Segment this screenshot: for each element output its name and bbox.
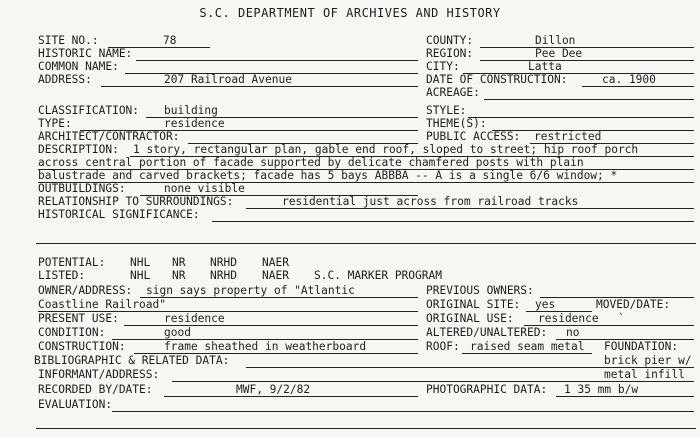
evaluation-line bbox=[112, 411, 694, 412]
historical-significance-line bbox=[212, 221, 694, 222]
type-value: residence bbox=[164, 117, 225, 130]
address-label: ADDRESS: bbox=[38, 73, 92, 86]
date-of-construction-value: ca. 1900 bbox=[602, 73, 656, 86]
date-of-construction-line bbox=[582, 86, 694, 87]
listed-label: LISTED: bbox=[38, 269, 86, 282]
address-value: 207 Railroad Avenue bbox=[164, 73, 292, 86]
foundation-value-1: brick pier w/ bbox=[604, 354, 692, 367]
common-name-label: COMMON NAME: bbox=[38, 60, 119, 73]
sc-marker-program: S.C. MARKER PROGRAM bbox=[314, 269, 442, 282]
relationship-label: RELATIONSHIP TO SURROUNDINGS: bbox=[38, 195, 234, 208]
county-line bbox=[480, 47, 694, 48]
city-label: CITY: bbox=[426, 60, 460, 73]
description-line-1: 1 story, rectangular plan, gable end roof, sloped to street; hip roof porch bbox=[133, 143, 639, 156]
potential-nrhd: NRHD bbox=[210, 256, 237, 269]
style-line bbox=[468, 117, 694, 118]
historic-name-label: HISTORIC NAME: bbox=[38, 47, 133, 60]
owner-value-2: Coastline Railroad" bbox=[38, 298, 166, 311]
listed-nhl: NHL bbox=[130, 269, 151, 282]
section-divider-2 bbox=[36, 428, 696, 429]
moved-date-label: MOVED/DATE: bbox=[596, 298, 671, 311]
original-site-value: yes bbox=[535, 298, 556, 311]
present-use-label: PRESENT USE: bbox=[38, 312, 119, 325]
relationship-value: residential just across from railroad tracks bbox=[282, 195, 579, 208]
public-access-label: PUBLIC ACCESS: bbox=[426, 130, 521, 143]
original-use-mark: ` bbox=[618, 312, 625, 325]
original-use-label: ORIGINAL USE: bbox=[426, 312, 514, 325]
listed-nrhd: NRHD bbox=[210, 269, 237, 282]
bibliographic-line bbox=[246, 367, 596, 368]
themes-label: THEME(S): bbox=[426, 117, 487, 130]
section-divider-1 bbox=[36, 243, 696, 244]
informant-label: INFORMANT/ADDRESS: bbox=[38, 368, 160, 381]
potential-naer: NAER bbox=[262, 256, 289, 269]
photographic-line bbox=[556, 396, 694, 397]
description-line-3: balustrade and carved brackets; facade has 5 bays ABBBA -- A is a single 6/6 window; * bbox=[38, 169, 618, 182]
potential-nr: NR bbox=[172, 256, 186, 269]
potential-nhl: NHL bbox=[130, 256, 151, 269]
condition-value: good bbox=[164, 326, 191, 339]
recorded-by-label: RECORDED BY/DATE: bbox=[38, 383, 153, 396]
potential-label: POTENTIAL: bbox=[38, 256, 106, 269]
original-use-value: residence bbox=[538, 312, 599, 325]
description-line-2: across central portion of facade supported by delicate chamfered posts with plain bbox=[38, 156, 584, 169]
informant-line bbox=[172, 381, 596, 382]
outbuildings-label: OUTBUILDINGS: bbox=[38, 182, 126, 195]
city-value: Latta bbox=[528, 60, 562, 73]
recorded-by-line bbox=[164, 396, 418, 397]
bibliographic-label: BIBLIOGRAPHIC & RELATED DATA: bbox=[34, 354, 230, 367]
public-access-value: restricted bbox=[534, 130, 602, 143]
listed-naer: NAER bbox=[262, 269, 289, 282]
roof-label: ROOF: bbox=[426, 340, 460, 353]
acreage-label: ACREAGE: bbox=[426, 86, 480, 99]
condition-label: CONDITION: bbox=[38, 326, 106, 339]
construction-label: CONSTRUCTION: bbox=[38, 340, 126, 353]
style-label: STYLE: bbox=[426, 104, 467, 117]
relationship-line bbox=[246, 208, 694, 209]
outbuildings-value: none visible bbox=[164, 182, 245, 195]
construction-value: frame sheathed in weatherboard bbox=[164, 340, 367, 353]
roof-value: raised seam metal bbox=[470, 340, 585, 353]
description-underline-3 bbox=[38, 182, 694, 183]
foundation-label: FOUNDATION: bbox=[604, 340, 679, 353]
region-line bbox=[480, 60, 694, 61]
form-title: S.C. DEPARTMENT OF ARCHIVES AND HISTORY bbox=[199, 6, 501, 20]
classification-value: building bbox=[164, 104, 218, 117]
previous-owners-label: PREVIOUS OWNERS: bbox=[426, 284, 534, 297]
historic-name-line bbox=[136, 60, 418, 61]
architect-label: ARCHITECT/CONTRACTOR: bbox=[38, 130, 180, 143]
date-of-construction-label: DATE OF CONSTRUCTION: bbox=[426, 73, 568, 86]
owner-value-1: sign says property of "Atlantic bbox=[146, 284, 355, 297]
type-label: TYPE: bbox=[38, 117, 72, 130]
roof-line bbox=[462, 353, 592, 354]
county-value: Dillon bbox=[535, 34, 576, 47]
recorded-by-value: MWF, 9/2/82 bbox=[236, 383, 311, 396]
site-no-label: SITE NO.: bbox=[38, 34, 99, 47]
evaluation-label: EVALUATION: bbox=[38, 398, 113, 411]
historical-significance-label: HISTORICAL SIGNIFICANCE: bbox=[38, 208, 200, 221]
region-label: REGION: bbox=[426, 47, 474, 60]
site-no-value: 78 bbox=[163, 34, 177, 47]
region-value: Pee Dee bbox=[535, 47, 583, 60]
photographic-value: 1 35 mm b/w bbox=[564, 383, 639, 396]
foundation-value-2: metal infill bbox=[604, 368, 685, 381]
county-label: COUNTY: bbox=[426, 34, 474, 47]
altered-label: ALTERED/UNALTERED: bbox=[426, 326, 548, 339]
present-use-value: residence bbox=[164, 312, 225, 325]
foundation-line-2 bbox=[596, 381, 694, 382]
photographic-label: PHOTOGRAPHIC DATA: bbox=[426, 383, 548, 396]
description-label: DESCRIPTION: bbox=[38, 143, 119, 156]
altered-value: no bbox=[566, 326, 580, 339]
listed-nr: NR bbox=[172, 269, 186, 282]
original-use-line bbox=[524, 325, 694, 326]
owner-address-label: OWNER/ADDRESS: bbox=[38, 284, 133, 297]
address-line bbox=[101, 86, 418, 87]
classification-label: CLASSIFICATION: bbox=[38, 104, 140, 117]
owner-line-1 bbox=[140, 297, 418, 298]
acreage-line bbox=[484, 99, 694, 100]
original-site-label: ORIGINAL SITE: bbox=[426, 298, 521, 311]
